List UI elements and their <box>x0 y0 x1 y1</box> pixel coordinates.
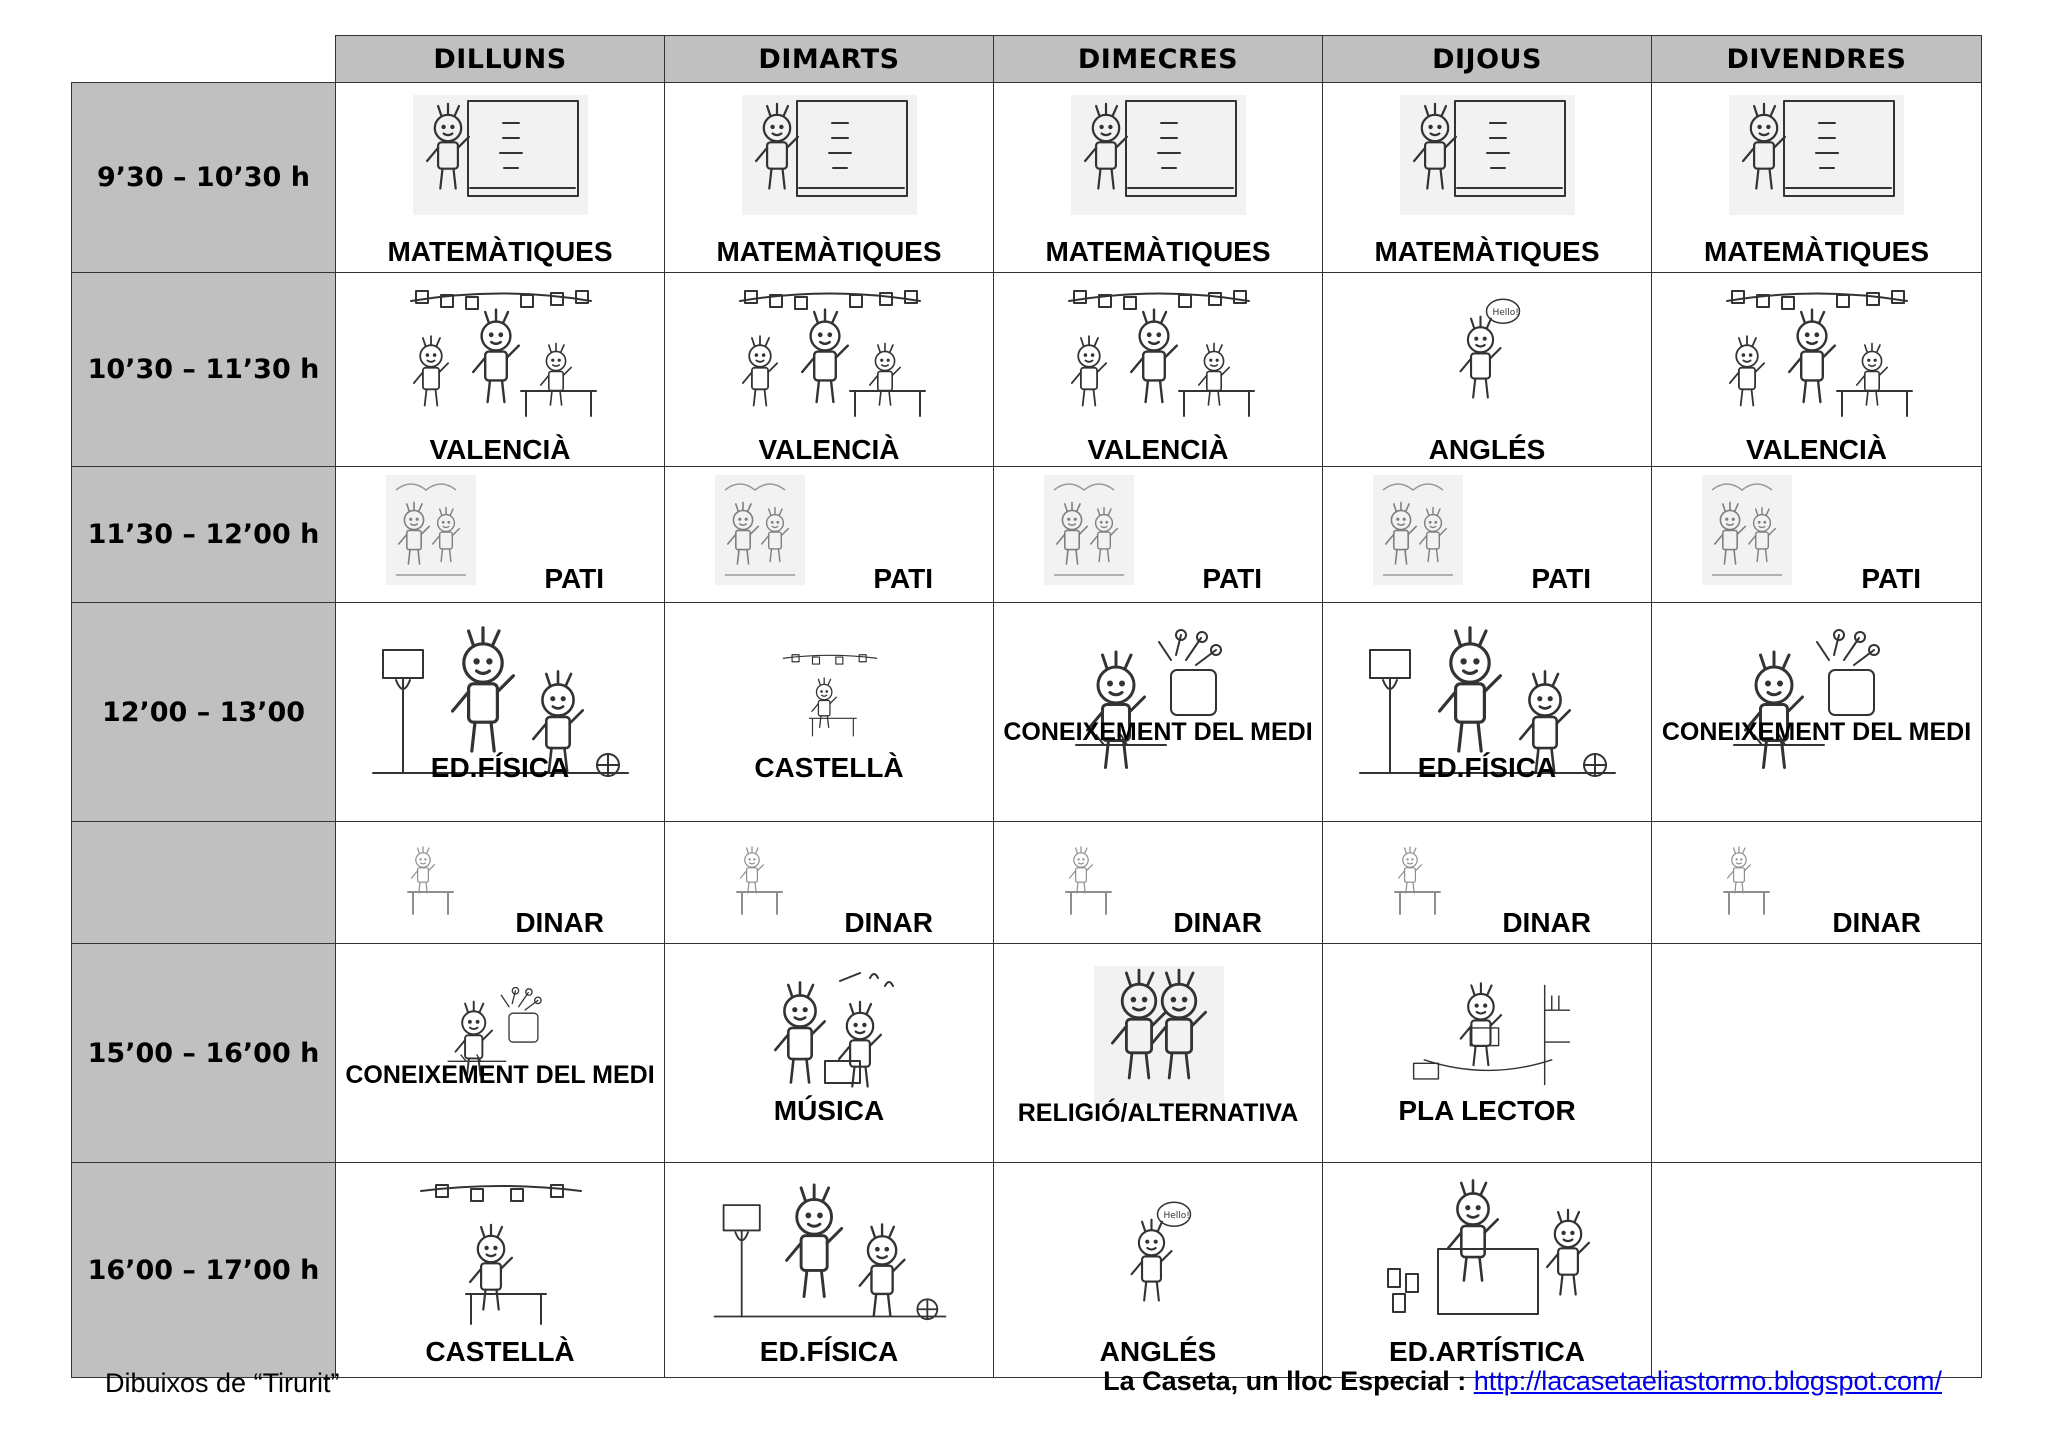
subject-cell-wednesday <box>994 467 1323 603</box>
subject-cell-friday <box>1652 944 1982 1163</box>
day-header-friday: DIVENDRES <box>1652 36 1982 83</box>
lunch-icon <box>1390 842 1445 917</box>
subject-label: MATEMÀTIQUES <box>1703 236 1930 267</box>
site-credit <box>1103 1366 1942 1397</box>
site-name: La Caseta, un lloc Especial : <box>1103 1366 1467 1396</box>
subject-cell-tuesday <box>665 467 994 603</box>
time-row <box>72 1163 1982 1378</box>
subject-cell-wednesday <box>994 822 1323 944</box>
timetable <box>71 35 1982 1378</box>
svg-text:Hello!: Hello! <box>1163 1211 1190 1221</box>
subject-label: DINAR <box>1832 907 1921 938</box>
subject-label: VALENCIÀ <box>758 434 900 465</box>
playground-icon <box>1702 475 1792 585</box>
subject-label: PATI <box>1531 563 1591 594</box>
kids-plants-icon <box>1026 625 1291 783</box>
subject-label: MATEMÀTIQUES <box>1045 236 1271 267</box>
subject-label: ANGLÉS <box>1099 1336 1217 1367</box>
subject-label: CASTELLÀ <box>754 752 904 783</box>
playground-icon <box>1044 475 1134 585</box>
time-slot: 16’00 – 17’00 h <box>72 1163 336 1378</box>
time-slot: 15’00 – 16’00 h <box>72 944 336 1163</box>
time-row <box>72 944 1982 1163</box>
subject-cell-monday <box>336 273 665 467</box>
subject-cell-monday <box>336 83 665 273</box>
subject-label: MATEMÀTIQUES <box>387 236 613 267</box>
playground-icon <box>386 475 476 585</box>
art-painting-icon <box>1368 1179 1608 1329</box>
subject-cell-thursday <box>1323 273 1652 467</box>
time-row <box>72 83 1982 273</box>
subject-label: ED.FÍSICA <box>430 752 570 783</box>
subject-label: ED.FÍSICA <box>759 1336 899 1367</box>
classroom-letters-icon <box>401 281 601 421</box>
subject-label: MATEMÀTIQUES <box>1374 236 1600 267</box>
time-row <box>72 603 1982 822</box>
subject-cell-monday <box>336 944 665 1163</box>
playground-icon <box>715 475 805 585</box>
hello-child-icon <box>1114 1179 1204 1329</box>
subject-cell-wednesday <box>994 603 1323 822</box>
basketball-kids-icon <box>710 1179 950 1329</box>
svg-text:Hello!: Hello! <box>1492 308 1519 318</box>
corner-cell <box>72 36 336 83</box>
math-blackboard-icon <box>1724 93 1909 218</box>
subject-label: DINAR <box>1502 907 1591 938</box>
lunch-icon <box>1061 842 1116 917</box>
math-blackboard-icon <box>737 93 922 218</box>
subject-cell-tuesday <box>665 603 994 822</box>
subject-cell-monday <box>336 603 665 822</box>
subject-cell-thursday <box>1323 944 1652 1163</box>
day-header-tuesday: DIMARTS <box>665 36 994 83</box>
day-header-monday: DILLUNS <box>336 36 665 83</box>
desk-letters-icon <box>381 1179 621 1329</box>
subject-cell-tuesday <box>665 944 994 1163</box>
subject-label: RELIGIÓ/ALTERNATIVA <box>1017 1099 1299 1127</box>
illustration-credit: Dibuixos de “Tirurit” <box>105 1368 340 1398</box>
math-blackboard-icon <box>1066 93 1251 218</box>
time-row <box>72 273 1982 467</box>
time-row <box>72 467 1982 603</box>
subject-cell-friday <box>1652 603 1982 822</box>
subject-cell-wednesday <box>994 83 1323 273</box>
music-kids-icon <box>745 966 915 1104</box>
subject-cell-thursday <box>1323 83 1652 273</box>
subject-cell-friday <box>1652 822 1982 944</box>
two-kids-icon <box>1074 966 1244 1104</box>
subject-cell-friday <box>1652 1163 1982 1378</box>
subject-cell-tuesday <box>665 1163 994 1378</box>
lunch-icon <box>732 842 787 917</box>
subject-label: PATI <box>1202 563 1262 594</box>
subject-cell-friday <box>1652 83 1982 273</box>
time-slot: 10’30 – 11’30 h <box>72 273 336 467</box>
subject-cell-wednesday <box>994 944 1323 1163</box>
subject-label: PATI <box>544 563 604 594</box>
playground-icon <box>1373 475 1463 585</box>
subject-cell-monday <box>336 822 665 944</box>
subject-label: VALENCIÀ <box>1745 434 1888 465</box>
hello-child-icon <box>1443 281 1533 421</box>
subject-cell-tuesday <box>665 822 994 944</box>
subject-cell-tuesday <box>665 83 994 273</box>
classroom-letters-icon <box>1059 281 1259 421</box>
subject-cell-thursday <box>1323 1163 1652 1378</box>
day-header-row <box>72 36 1982 83</box>
time-slot <box>72 822 336 944</box>
subject-cell-friday <box>1652 273 1982 467</box>
classroom-letters-icon <box>730 281 930 421</box>
lunch-icon <box>1719 842 1774 917</box>
time-row <box>72 822 1982 944</box>
subject-cell-wednesday <box>994 273 1323 467</box>
subject-label: ED.ARTÍSTICA <box>1389 1336 1585 1367</box>
day-header-thursday: DIJOUS <box>1323 36 1652 83</box>
subject-cell-monday <box>336 467 665 603</box>
subject-label: PATI <box>873 563 933 594</box>
subject-label: PATI <box>1861 563 1921 594</box>
math-blackboard-icon <box>408 93 593 218</box>
time-slot: 12’00 – 13’00 <box>72 603 336 822</box>
time-slot: 9’30 – 10’30 h <box>72 83 336 273</box>
subject-cell-tuesday <box>665 273 994 467</box>
subject-label: PLA LECTOR <box>1398 1095 1576 1126</box>
subject-label: DINAR <box>844 907 933 938</box>
subject-label: CONEIXEMENT DEL MEDI <box>345 1061 655 1089</box>
subject-label: ANGLÉS <box>1428 434 1546 465</box>
kids-plants-icon <box>1684 625 1949 783</box>
site-link[interactable]: http://lacasetaeliastormo.blogspot.com/ <box>1473 1366 1942 1396</box>
math-blackboard-icon <box>1395 93 1580 218</box>
reading-child-icon <box>1403 966 1573 1104</box>
subject-label: DINAR <box>515 907 604 938</box>
subject-label: CONEIXEMENT DEL MEDI <box>1003 718 1313 746</box>
subject-cell-wednesday <box>994 1163 1323 1378</box>
subject-label: DINAR <box>1173 907 1262 938</box>
subject-label: MATEMÀTIQUES <box>716 236 942 267</box>
subject-cell-thursday <box>1323 822 1652 944</box>
subject-label: CONEIXEMENT DEL MEDI <box>1661 718 1972 746</box>
subject-cell-friday <box>1652 467 1982 603</box>
subject-label: CASTELLÀ <box>425 1336 575 1367</box>
subject-label: MÚSICA <box>773 1095 885 1126</box>
subject-label: VALENCIÀ <box>429 434 571 465</box>
day-header-wednesday: DIMECRES <box>994 36 1323 83</box>
classroom-letters-icon <box>1717 281 1917 421</box>
desk-letters-icon <box>760 625 900 765</box>
subject-label: VALENCIÀ <box>1087 434 1229 465</box>
time-slot: 11’30 – 12’00 h <box>72 467 336 603</box>
lunch-icon <box>403 842 458 917</box>
subject-label: ED.FÍSICA <box>1417 752 1557 783</box>
subject-cell-thursday <box>1323 603 1652 822</box>
subject-cell-monday <box>336 1163 665 1378</box>
subject-cell-thursday <box>1323 467 1652 603</box>
